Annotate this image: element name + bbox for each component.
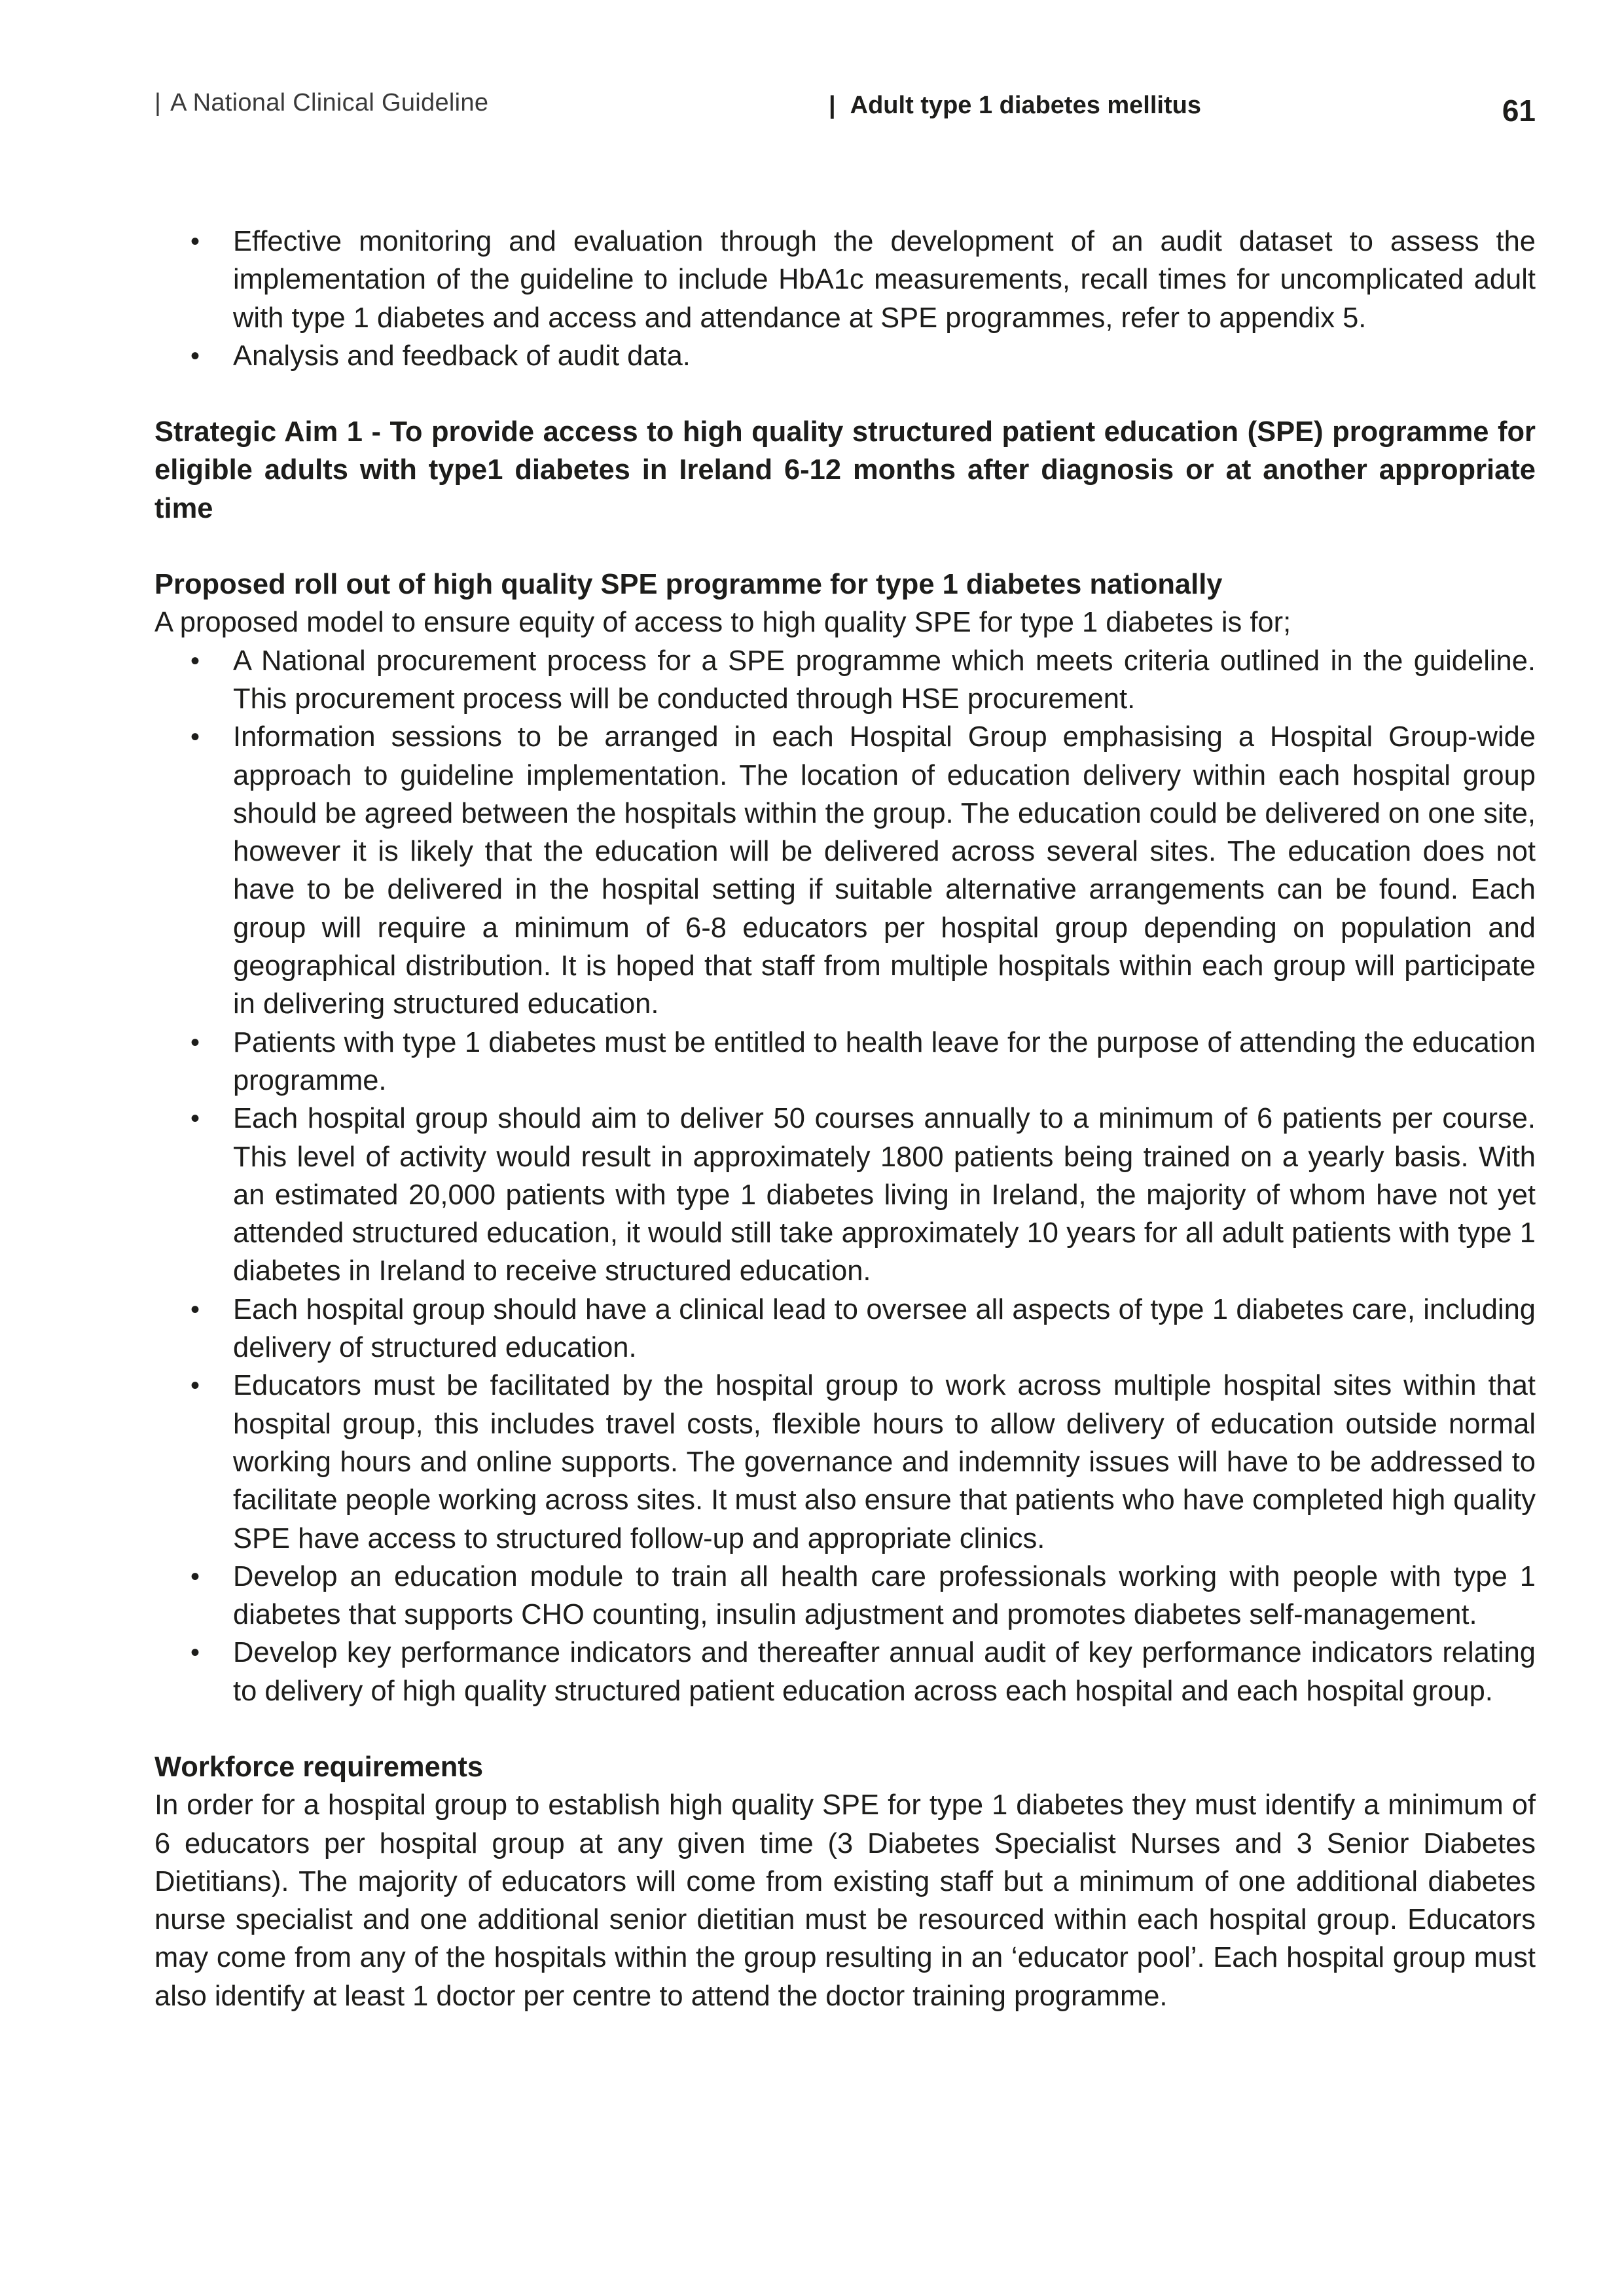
guideline-label: A National Clinical Guideline [170,89,489,117]
running-title-left [154,89,488,117]
list-item [154,1634,1536,1710]
bullet-icon: • [190,1638,200,1668]
bullet-icon: • [190,341,200,370]
list-item [154,337,1536,375]
strategic-aim-heading: Strategic Aim 1 - To provide access to high quality structured patient education (SPE) programme for eligible adults with type1 diabetes in Ireland 6-12 months after diagnosis or at another appropriate time [154,416,1536,524]
intro-bullet-list [154,223,1536,375]
rollout-heading: Proposed roll out of high quality SPE programme for type 1 diabetes nationally [154,569,1223,601]
spacer [154,375,1536,413]
header-divider: | [154,89,162,117]
list-item [154,642,1536,719]
document-title: Adult type 1 diabetes mellitus [850,92,1201,119]
rollout-intro: A proposed model to ensure equity of access to high quality SPE for type 1 diabetes is for; [154,607,1291,639]
list-item [154,1024,1536,1100]
list-item-text: Analysis and feedback of audit data. [233,340,691,372]
list-item-text: Educators must be facilitated by the hospital group to work across multiple hospital sites within that hospital group, this includes travel costs, flexible hours to allow delivery of education outside normal working hours and online supports. The governance and indemnity issues will have to be addressed to facilitate people working across sites. It must also ensure that patients who have completed high quality SPE have access to structured follow-up and appropriate clinics. [233,1370,1536,1554]
bullet-icon: • [190,1104,200,1134]
bullet-icon: • [190,1295,200,1324]
list-item [154,1291,1536,1367]
header-divider: | [829,92,836,119]
list-item-text: Information sessions to be arranged in each Hospital Group emphasising a Hospital Group-wide approach to guideline implementation. The location of education delivery within each hospital group should be agreed between the hospitals within the group. The education could be delivered on one site, however it is likely that the education will be delivered across several sites. The education does not have to be delivered in the hospital setting if suitable alternative arrangements can be found. Each group will require a minimum of 6-8 educators per hospital group depending on population and geographical distribution. It is hoped that staff from multiple hospitals within each group will participate in delivering structured education. [233,721,1536,1020]
bullet-icon: • [190,1028,200,1057]
list-item-text: Effective monitoring and evaluation through the development of an audit dataset to assess the implementation of the guideline to include HbA1c measurements, recall times for uncomplicated adult with type 1 diabetes and access and attendance at SPE programmes, refer to appendix 5. [233,226,1536,334]
running-title-center [829,92,1201,120]
list-item-text: Develop key performance indicators and thereafter annual audit of key performance indicators relating to delivery of high quality structured patient education across each hospital and each hospital group. [233,1637,1536,1707]
workforce-paragraph: In order for a hospital group to establish high quality SPE for type 1 diabetes they must identify a minimum of 6 educators per hospital group at any given time (3 Diabetes Specialist Nurses and 3 Senior Diabetes Dietitians). The majority of educators will come from existing staff but a minimum of one additional diabetes nurse specialist and one additional senior dietitian must be resourced within each hospital group. Educators may come from any of the hospitals within the group resulting in an ‘educator pool’. Each hospital group must also identify at least 1 doctor per centre to attend the doctor training programme. [154,1789,1536,2012]
spacer [154,1710,1536,1748]
bullet-icon: • [190,723,200,752]
rollout-bullet-list [154,642,1536,1710]
list-item-text: A National procurement process for a SPE programme which meets criteria outlined in the guideline. This procurement process will be conducted through HSE procurement. [233,645,1536,715]
bullet-icon: • [190,1371,200,1401]
bullet-icon: • [190,1562,200,1591]
bullet-icon: • [190,646,200,675]
list-item [154,1100,1536,1290]
page-body [154,223,1536,2015]
list-item-text: Each hospital group should aim to deliver 50 courses annually to a minimum of 6 patients per course. This level of activity would result in approximately 1800 patients being trained on a yearly basis. With an estimated 20,000 patients with type 1 diabetes living in Ireland, the majority of whom have not yet attended structured education, it would still take approximately 10 years for all adult patients with type 1 diabetes in Ireland to receive structured education. [233,1103,1536,1287]
list-item [154,718,1536,1023]
list-item [154,223,1536,337]
list-item-text: Patients with type 1 diabetes must be entitled to health leave for the purpose of attending the education programme. [233,1026,1536,1096]
list-item [154,1558,1536,1634]
page-header [154,84,1536,143]
list-item-text: Each hospital group should have a clinical lead to oversee all aspects of type 1 diabetes care, including delivery of structured education. [233,1293,1536,1364]
list-item [154,1367,1536,1557]
workforce-heading: Workforce requirements [154,1751,484,1783]
spacer [154,528,1536,565]
page-number: 61 [1502,94,1536,128]
bullet-icon: • [190,227,200,256]
list-item-text: Develop an education module to train all health care professionals working with people with type 1 diabetes that supports CHO counting, insulin adjustment and promotes diabetes self-management. [233,1560,1536,1631]
